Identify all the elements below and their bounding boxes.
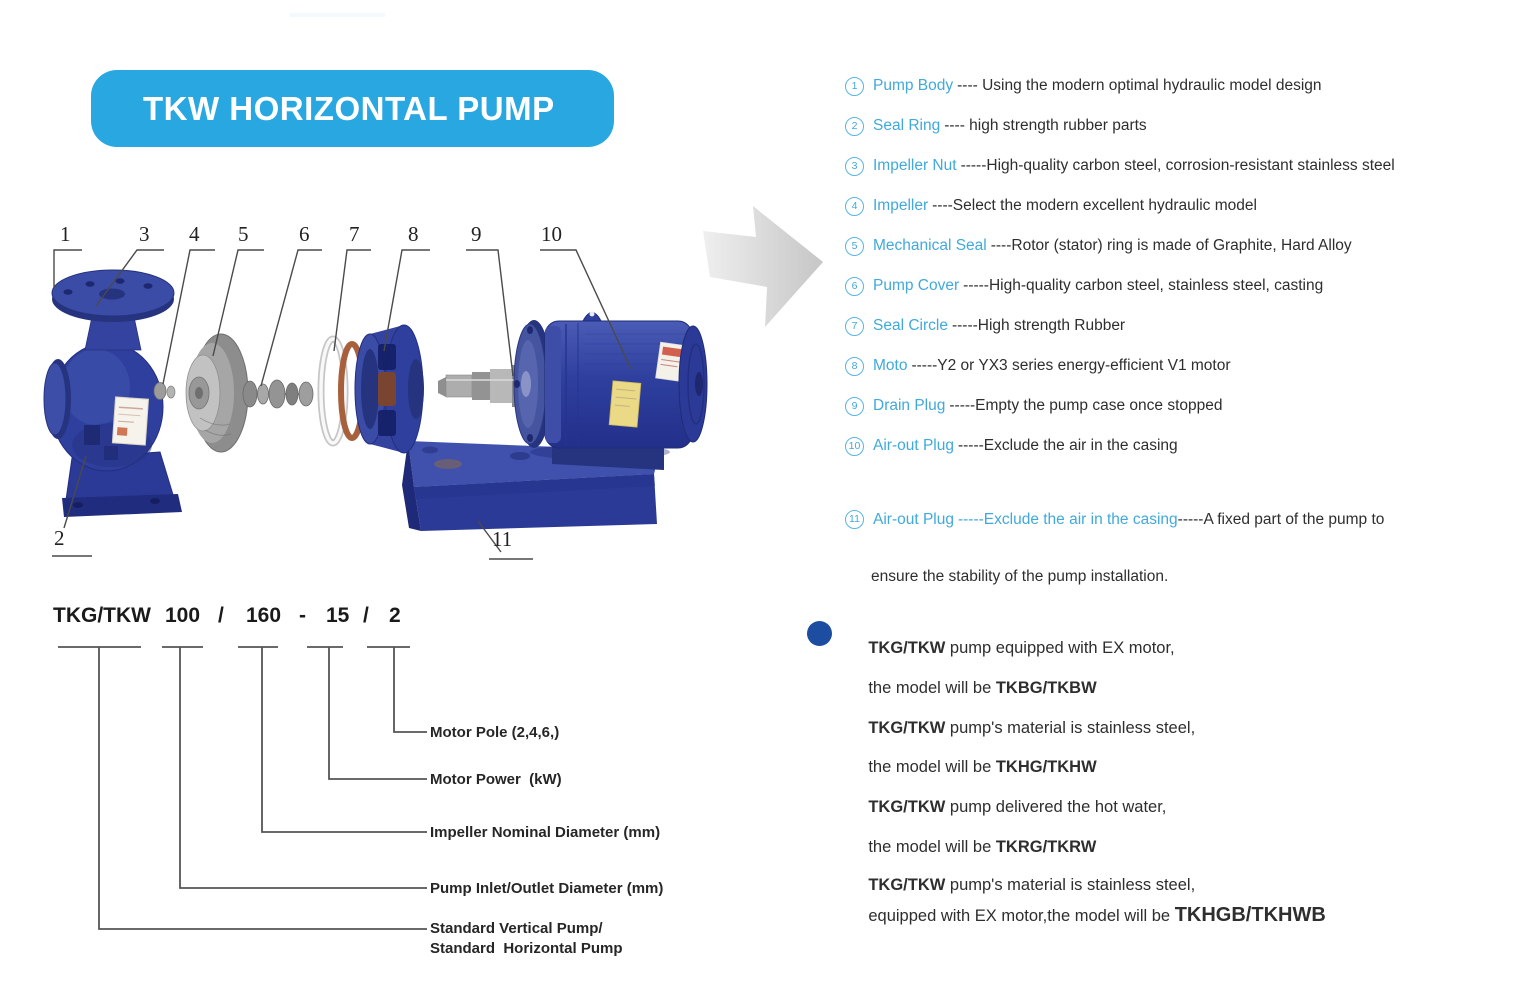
part-description: ----Rotor (stator) ring is made of Graphite, Hard Alloy [990, 237, 1352, 254]
exploded-pump-diagram [30, 195, 850, 595]
callout-number-6: 6 [299, 222, 310, 246]
label-pump-type-line1: Standard Vertical Pump/ [430, 920, 603, 937]
model-code-slash1: / [218, 604, 224, 627]
part-name: Impeller [873, 197, 929, 214]
circled-number-icon: 2 [845, 117, 864, 136]
label-motor-pole: Motor Pole (2,4,6,) [430, 724, 560, 741]
circled-number-icon: 4 [845, 197, 864, 216]
label-pump-type-line2: Standard Horizontal Pump [430, 940, 623, 957]
motor-yellow-label [609, 381, 641, 427]
callout-number-11: 11 [492, 527, 513, 551]
callout-number-9: 9 [471, 222, 482, 246]
parts-list-item-7 [845, 306, 1510, 346]
pump-label-sticker [112, 397, 148, 445]
circled-number-icon: 11 [845, 510, 864, 529]
motor-illustration [438, 312, 707, 449]
part-description: ---- Using the modern optimal hydraulic model design [957, 77, 1322, 94]
part-name: Air-out Plug [873, 510, 954, 528]
parts-list-item-8 [845, 346, 1510, 386]
part-name: Mechanical Seal [873, 237, 987, 254]
variant-text: pump delivered the hot water, [945, 798, 1167, 816]
variant-model-code: TKG/TKW [868, 639, 946, 657]
parts-list-item-4 [845, 186, 1510, 226]
variant-text: equipped with EX motor,the model will be [868, 907, 1175, 925]
circled-number-icon: 1 [845, 77, 864, 96]
part-description: -----A fixed part of the pump to [1177, 510, 1385, 528]
part-description: ----Select the modern excellent hydraulic model [932, 197, 1257, 214]
parts-list-item-3 [845, 146, 1510, 186]
model-code-dash: - [299, 604, 306, 627]
callout-number-4: 4 [189, 222, 200, 246]
mechanical-seal-illustration [243, 380, 313, 408]
part-description: -----High-quality carbon steel, corrosion-resistant stainless steel [960, 157, 1395, 174]
model-code-pole: 2 [389, 604, 401, 627]
part-name: Air-out Plug [873, 437, 954, 454]
variant-text: the model will be [868, 838, 996, 856]
model-code-connectors [40, 640, 470, 960]
flow-arrow-icon [703, 206, 823, 327]
variant-text: pump equipped with EX motor, [945, 639, 1175, 657]
part-description: -----Exclude the air in the casing [957, 437, 1178, 454]
circled-number-icon: 6 [845, 277, 864, 296]
variant-text: pump's material is stainless steel, [945, 719, 1196, 737]
variant-model-code: TKG/TKW [868, 798, 946, 816]
impeller-nut-illustration [154, 383, 175, 400]
label-motor-power: Motor Power (kW) [430, 771, 562, 788]
parts-list-item-1 [845, 66, 1510, 106]
part-name: Seal Ring [873, 117, 941, 134]
part-description: -----High strength Rubber [951, 317, 1126, 334]
model-code-impeller: 160 [246, 604, 282, 627]
page-edge-artifact [290, 13, 385, 17]
circled-number-icon: 7 [845, 317, 864, 336]
parts-list-item-6 [845, 266, 1510, 306]
model-code-inlet: 100 [165, 604, 201, 627]
variant-model-code: TKHG/TKHW [995, 758, 1097, 776]
circled-number-icon: 8 [845, 357, 864, 376]
model-code-slash2: / [363, 604, 369, 627]
base-illustration [402, 440, 670, 531]
part-name: Impeller Nut [873, 157, 957, 174]
parts-list-item-11 [845, 466, 1510, 622]
variant-model-code: TKBG/TKBW [995, 679, 1097, 697]
variant-text: the model will be [868, 758, 996, 776]
parts-list-item-9 [845, 386, 1510, 426]
circled-number-icon: 9 [845, 397, 864, 416]
part-description: -----Empty the pump case once stopped [949, 397, 1223, 414]
pump-cover-illustration [341, 325, 424, 453]
variant-model-code: TKRG/TKRW [995, 838, 1097, 856]
callout-number-3: 3 [139, 222, 150, 246]
variant-model-code: TKG/TKW [868, 719, 946, 737]
callout-number-10: 10 [541, 222, 562, 246]
parts-list-item-11-line1 [845, 510, 1510, 529]
part-description: -----High-quality carbon steel, stainless steel, casting [963, 277, 1324, 294]
variant-model-code: TKHGB/TKHWB [1174, 904, 1326, 926]
variant-text: pump's material is stainless steel, [945, 876, 1196, 894]
model-code-power: 15 [326, 604, 350, 627]
part-name: Moto [873, 357, 908, 374]
circled-number-icon: 3 [845, 157, 864, 176]
motor-shaft [438, 365, 524, 407]
part-description: ---- high strength rubber parts [944, 117, 1147, 134]
model-code-series: TKG/TKW [53, 604, 151, 627]
bullet-icon [807, 621, 832, 646]
label-inlet-outlet-diameter: Pump Inlet/Outlet Diameter (mm) [430, 880, 664, 897]
callout-number-2: 2 [54, 526, 65, 550]
callout-number-5: 5 [238, 222, 249, 246]
circled-number-icon: 10 [845, 437, 864, 456]
part-name: Drain Plug [873, 397, 946, 414]
callout-number-8: 8 [408, 222, 419, 246]
part-description-cyan: -----Exclude the air in the casing [957, 510, 1178, 528]
callout-number-7: 7 [349, 222, 360, 246]
part-name: Seal Circle [873, 317, 948, 334]
variant-line-8 [850, 885, 1326, 946]
parts-list-item-2 [845, 106, 1510, 146]
part-description: -----Y2 or YX3 series energy-efficient V1 motor [911, 357, 1231, 374]
parts-list-item-5 [845, 226, 1510, 266]
label-impeller-diameter: Impeller Nominal Diameter (mm) [430, 824, 661, 841]
page-title: TKW HORIZONTAL PUMP [91, 70, 614, 147]
impeller-illustration [186, 334, 248, 452]
part-name: Pump Body [873, 77, 954, 94]
variant-text: the model will be [868, 679, 996, 697]
callout-number-1: 1 [60, 222, 71, 246]
parts-list [845, 66, 1510, 622]
variant-model-code: TKG/TKW [868, 876, 946, 894]
parts-list-item-10 [845, 426, 1510, 466]
part-description-line2: ensure the stability of the pump installation. [871, 568, 1169, 585]
circled-number-icon: 5 [845, 237, 864, 256]
part-name: Pump Cover [873, 277, 960, 294]
